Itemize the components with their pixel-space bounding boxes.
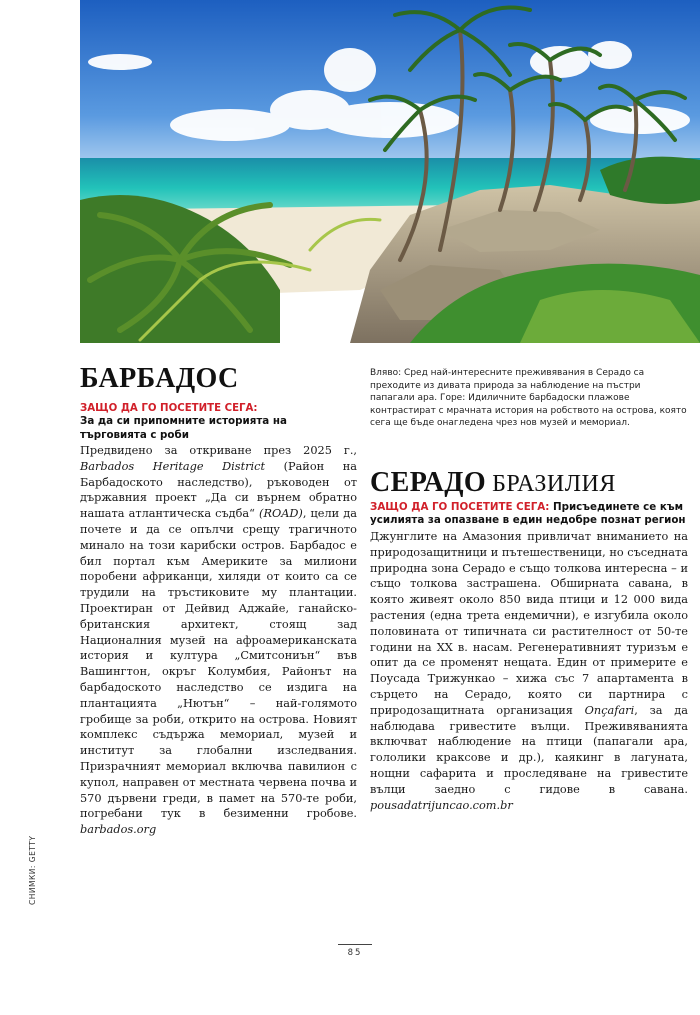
photo-credit: СНИМКИ: GETTY xyxy=(28,835,37,905)
beach-landscape-icon xyxy=(80,0,700,343)
barbados-body-part2: (Район на Барбадоското наследство), ръководен от държавния проект „Да си върнем обратно нашата атлантическа съдба“ xyxy=(80,459,357,521)
right-column xyxy=(370,367,688,813)
barbados-website-link[interactable]: barbados.org xyxy=(80,823,157,837)
barbados-body xyxy=(80,443,357,838)
barbados-why-label: ЗАЩО ДА ГО ПОСЕТИТЕ СЕГА: xyxy=(80,403,258,414)
cerrado-title-country: БРАЗИЛИЯ xyxy=(492,470,616,497)
cerrado-why xyxy=(370,501,688,528)
page-number: 85 xyxy=(338,944,372,958)
cerrado-why-text: Присъединете се към усилията за опазване в един недобре познат регион xyxy=(370,500,686,527)
pousada-website-link[interactable]: pousadatrijuncao.com.br xyxy=(370,798,513,812)
cerrado-body-part1: Джунглите на Амазония привличат вниманието на природозащитници и пътешественици, но съседната природна зона Серадо е също толкова интересна – и също толкова застрашена. Обширната савана, в която живеят около 850 вида птици и 12 000 вида растения (една трета ендемични), е изгубила около половината от типичната си растителност от 50-те години на XX в. насам. Регенеративният туризъм е опит да се променят нещата. Един от примерите е Поусада Трижункао – хижа със 7 апартамента в сърцето на Серадо, която си партнира с природозащитната организация xyxy=(370,529,688,717)
cerrado-why-label: ЗАЩО ДА ГО ПОСЕТИТЕ СЕГА: xyxy=(370,500,550,513)
cerrado-body-part2: , за да наблюдава гривестите вълци. Преживяванията включват наблюдение на птици (папагали ара, гололики краксове и др.), каякинг в лагуната, нощни сафарита и проследяване на гривестите вълци заедно с гидове в савана. xyxy=(370,703,688,796)
barbados-body-part1: Предвидено за откриване през 2025 г., xyxy=(80,444,357,457)
cerrado-title xyxy=(370,468,688,499)
cerrado-body xyxy=(370,529,688,813)
barbados-subhead: За да си припомните историята на търговията с роби xyxy=(80,415,287,441)
cerrado-title-main: СЕРАДО xyxy=(370,466,487,498)
barbados-section xyxy=(80,364,357,838)
barbados-heritage-name: Barbados Heritage District xyxy=(80,459,265,473)
beach-palm-photo xyxy=(80,0,700,343)
barbados-title: БАРБАДОС xyxy=(80,363,239,394)
oncafari-name: Onçafari xyxy=(584,703,635,717)
road-abbreviation: (ROAD) xyxy=(259,507,303,521)
barbados-body-part3: , цели да почете и да се опълчи срещу трагичното минало на този карибски остров. Барбадос е бил портал към Америките за милиони поробени африканци, хиляди от които са се трудили на тръстиковите му плантации. Проектиран от Дейвид Аджайе, ганайско-британския архитект, стоящ зад Националния музей на афроамериканската история и култура „Смитсониън“ във Вашингтон, окръг Колумбия, Районът на барбадоското наследство се издига на плантацията „Нютън“ – най-голямото гробище за роби, открито на острова. Новият комплекс съдържа мемориал, музей и институт за глобални изследвания. Призрачният мемориал включва павилион с купол, направен от местната червена почва и 570 дървени греди, в памет на 570-те роби, погребани тук в безименни гробове. xyxy=(80,507,357,821)
photo-caption: Вляво: Сред най-интересните преживявания в Серадо са преходите из дивата природа за наблюдение на пъстри папагали ара. Горе: Идиличните барбадоски плажове контрастират с мрачната история на робството на острова, която сега ще бъде онагледена чрез нов музей и мемориал. xyxy=(370,368,687,429)
